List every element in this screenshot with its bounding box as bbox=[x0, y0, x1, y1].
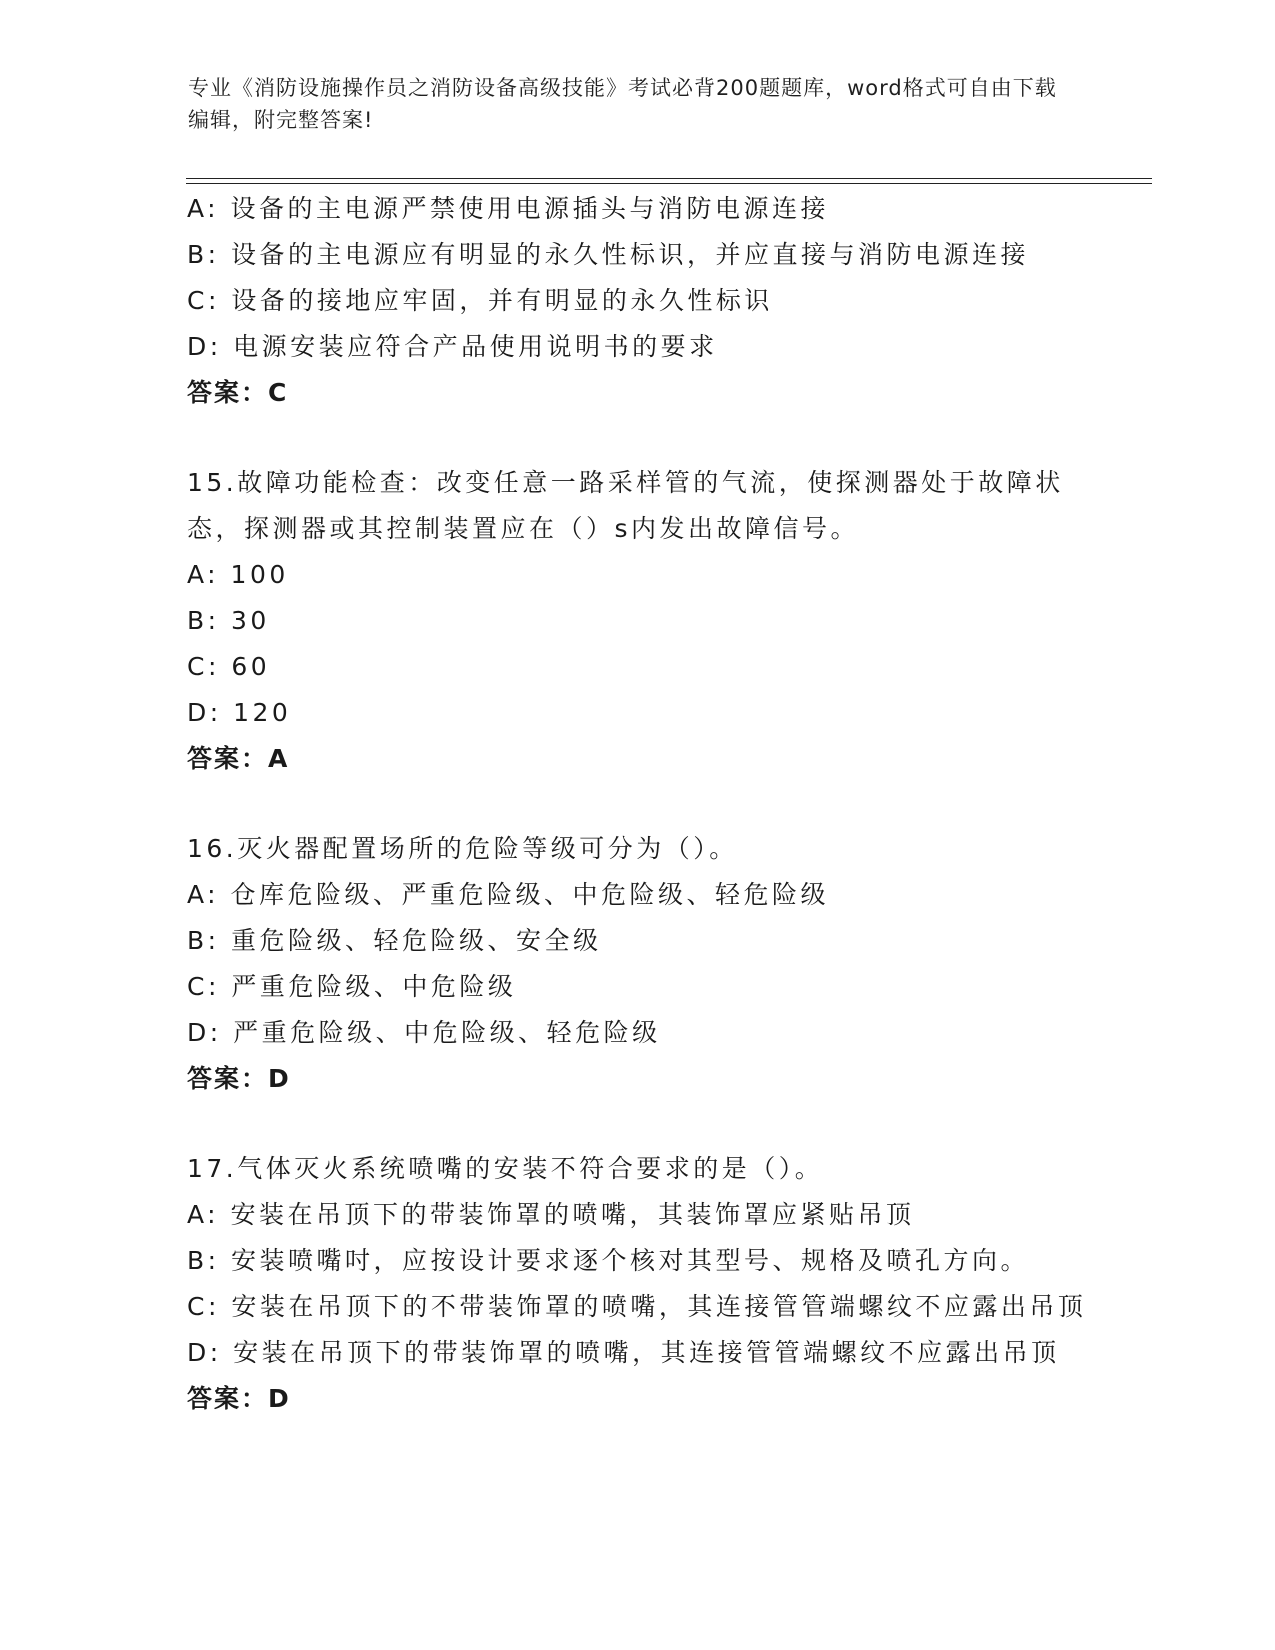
answer-line bbox=[187, 1376, 1087, 1422]
question-block bbox=[187, 460, 1087, 782]
option-c: C: 安装在吊顶下的不带装饰罩的喷嘴，其连接管管端螺纹不应露出吊顶 bbox=[187, 1292, 1087, 1321]
answer-label: 答案： bbox=[187, 1064, 269, 1093]
answer-label: 答案： bbox=[187, 744, 269, 773]
document-header bbox=[188, 72, 1068, 136]
answer-value: D bbox=[268, 1064, 291, 1093]
answer-line bbox=[187, 1056, 1087, 1102]
option-d: D: 120 bbox=[187, 698, 292, 727]
question-text: 16.灭火器配置场所的危险等级可分为（）。 bbox=[187, 834, 738, 863]
option-a: A: 安装在吊顶下的带装饰罩的喷嘴，其装饰罩应紧贴吊顶 bbox=[187, 1200, 915, 1229]
option-d: D: 电源安装应符合产品使用说明书的要求 bbox=[187, 332, 718, 361]
option-a: A: 仓库危险级、严重危险级、中危险级、轻危险级 bbox=[187, 880, 830, 909]
answer-line bbox=[187, 736, 1087, 782]
option-b: B: 30 bbox=[187, 606, 270, 635]
option-b: B: 安装喷嘴吋，应按设计要求逐个核对其型号、规格及喷孔方向。 bbox=[187, 1246, 1030, 1275]
option-d: D: 安装在吊顶下的带装饰罩的喷嘴，其连接管管端螺纹不应露出吊顶 bbox=[187, 1338, 1060, 1367]
option-c: C: 设备的接地应牢固，并有明显的永久性标识 bbox=[187, 286, 773, 315]
question-block bbox=[187, 826, 1087, 1102]
option-a: A: 设备的主电源严禁使用电源插头与消防电源连接 bbox=[187, 194, 830, 223]
option-b: B: 重危险级、轻危险级、安全级 bbox=[187, 926, 602, 955]
answer-value: A bbox=[268, 744, 290, 773]
option-a: A: 100 bbox=[187, 560, 289, 589]
option-c: C: 60 bbox=[187, 652, 271, 681]
question-list bbox=[187, 186, 1087, 1422]
answer-label: 答案： bbox=[187, 1384, 269, 1413]
question-block bbox=[187, 1146, 1087, 1422]
answer-label: 答案： bbox=[187, 378, 269, 407]
option-d: D: 严重危险级、中危险级、轻危险级 bbox=[187, 1018, 661, 1047]
header-title: 专业《消防设施操作员之消防设备高级技能》考试必背200题题库，word格式可自由下载编辑，附完整答案! bbox=[188, 76, 1057, 132]
answer-line bbox=[187, 370, 1087, 416]
question-text: 17.气体灭火系统喷嘴的安装不符合要求的是（）。 bbox=[187, 1154, 824, 1183]
question-text: 15.故障功能检查：改变任意一路采样管的气流，使探测器处于故障状态，探测器或其控制装置应在（）s内发出故障信号。 bbox=[187, 468, 1064, 543]
question-block bbox=[187, 186, 1087, 416]
answer-value: C bbox=[268, 378, 289, 407]
option-b: B: 设备的主电源应有明显的永久性标识，并应直接与消防电源连接 bbox=[187, 240, 1030, 269]
answer-value: D bbox=[268, 1384, 291, 1413]
option-c: C: 严重危险级、中危险级 bbox=[187, 972, 517, 1001]
header-divider bbox=[186, 178, 1152, 184]
